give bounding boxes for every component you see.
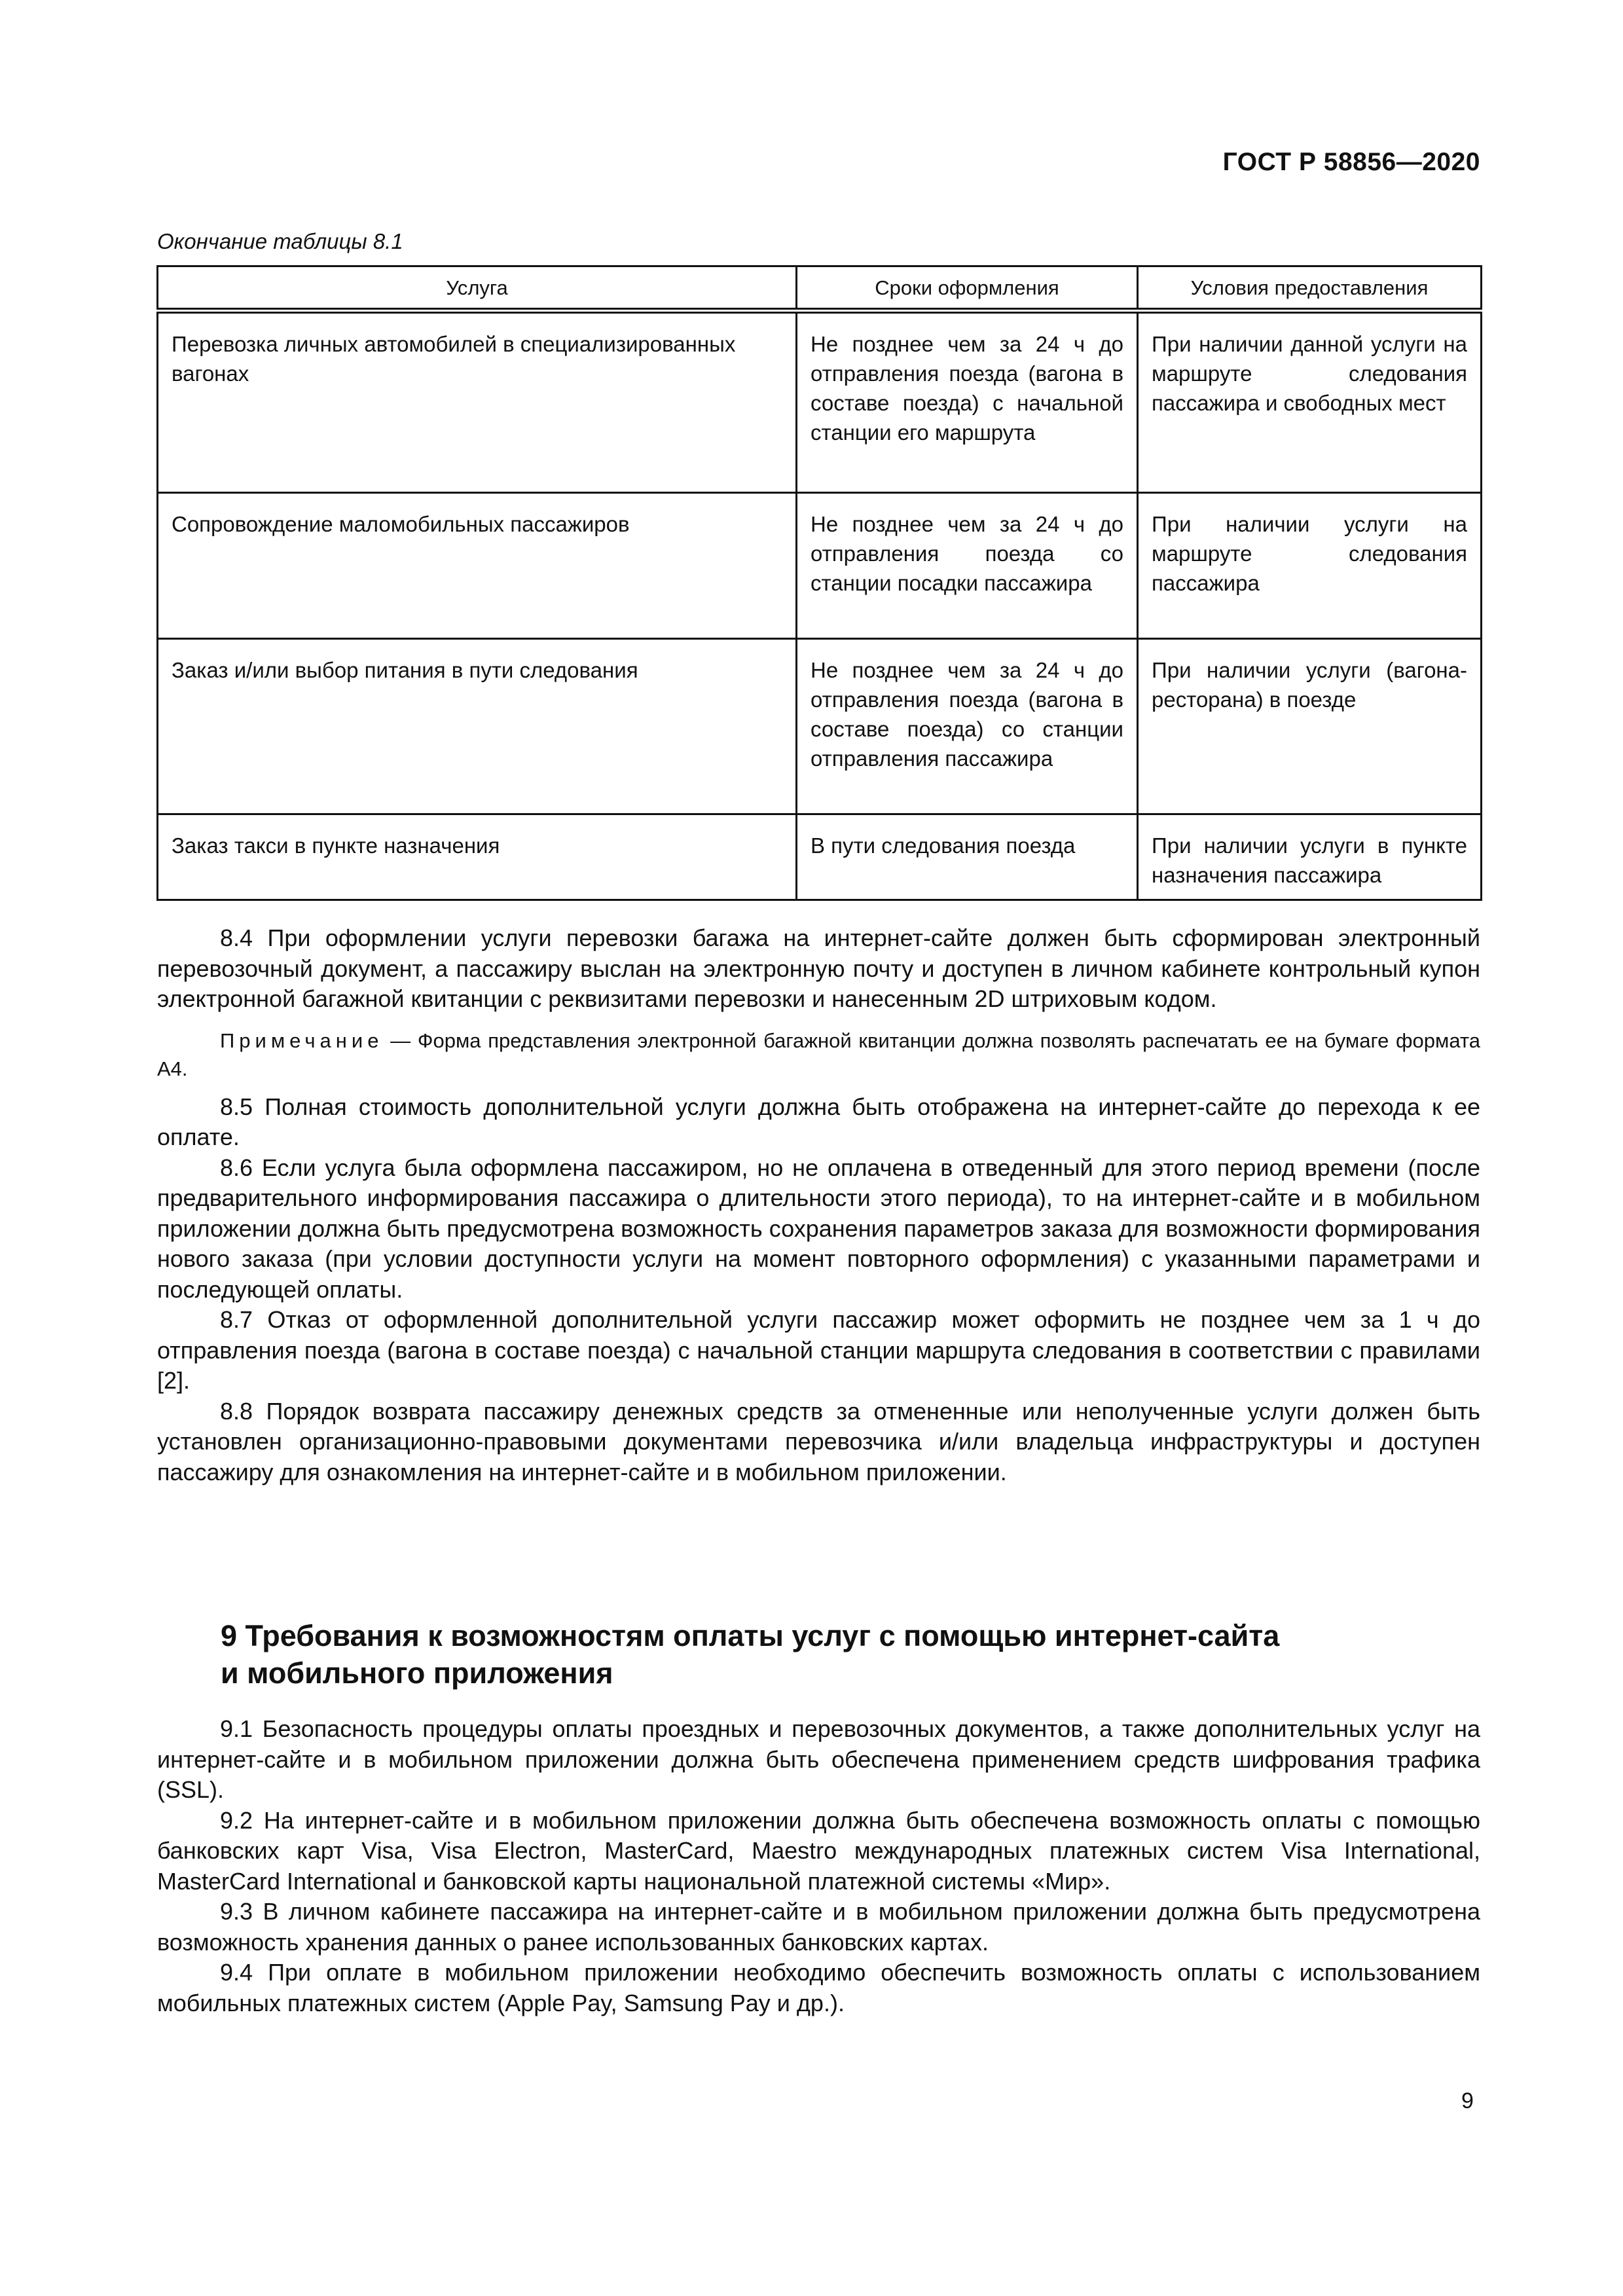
paragraph-8-6: 8.6 Если услуга была оформлена пассажиром, но не оплачена в отведенный для этого период времени (после предварительного информирования пассажира о длительности этого периода), то на интернет-сайте и в мобильном приложении должна быть предусмотрена возможность сохранения параметров заказа для возможности формирования нового заказа (при условии доступности услуги на момент повторного оформления) с указанными параметрами и последующей оплаты. [157, 1154, 1480, 1303]
cell-deadline: Не позднее чем за 24 ч до отправления поезда со станции посадки пассажира [797, 493, 1138, 639]
note-text: — Форма представления электронной багажной квитанции должна позволять распечатать ее на бумаге формата А4. [157, 1029, 1480, 1080]
note [157, 1027, 1480, 1083]
cell-deadline: В пути следования поезда [797, 814, 1138, 900]
column-header-deadline: Сроки оформления [797, 266, 1138, 311]
table-row [158, 814, 1482, 900]
table-row [158, 493, 1482, 639]
table-row [158, 639, 1482, 814]
paragraph-9-3: 9.3 В личном кабинете пассажира на интернет-сайте и в мобильном приложении должна быть предусмотрена возможность хранения данных о ранее использованных банковских картах. [157, 1898, 1480, 1956]
paragraph-8-7: 8.7 Отказ от оформленной дополнительной услуги пассажир может оформить не позднее чем за 1 ч до отправления поезда (вагона в составе поезда) с начальной станции маршрута следования в соответствии с правилами [2]. [157, 1306, 1480, 1394]
cell-service: Перевозка личных автомобилей в специализированных вагонах [158, 311, 797, 493]
section-9-text [157, 1714, 1480, 2018]
document-id: ГОСТ Р 58856—2020 [1222, 148, 1480, 176]
paragraph-8-5: 8.5 Полная стоимость дополнительной услуги должна быть отображена на интернет-сайте до перехода к ее оплате. [157, 1093, 1480, 1150]
section-9-heading [221, 1617, 1465, 1692]
column-header-conditions: Условия предоставления [1138, 266, 1482, 311]
paragraph-9-1: 9.1 Безопасность процедуры оплаты проездных и перевозочных документов, а также дополнительных услуг на интернет-сайте и в мобильном приложении должна быть обеспечена применением средств шифрования трафика (SSL). [157, 1715, 1480, 1803]
note-label: Примечание [220, 1029, 384, 1052]
cell-deadline: Не позднее чем за 24 ч до отправления поезда (вагона в составе поезда) с начальной станции его маршрута [797, 311, 1138, 493]
cell-deadline: Не позднее чем за 24 ч до отправления поезда (вагона в составе поезда) со станции отправления пассажира [797, 639, 1138, 814]
paragraph-9-4: 9.4 При оплате в мобильном приложении необходимо обеспечить возможность оплаты с использованием мобильных платежных систем (Apple Pay, Samsung Pay и др.). [157, 1959, 1480, 2016]
cell-conditions: При наличии услуги (вагона-ресторана) в поезде [1138, 639, 1482, 814]
cell-service: Заказ такси в пункте назначения [158, 814, 797, 900]
paragraph-9-2: 9.2 На интернет-сайте и в мобильном приложении должна быть обеспечена возможность оплаты с помощью банковских карт Visa, Visa Electron, MasterCard, Maestro международных платежных систем Visa International, MasterCard International и банковской карты национальной платежной системы «Мир». [157, 1806, 1480, 1895]
page-number: 9 [1461, 2088, 1474, 2113]
heading-line-2: и мобильного приложения [221, 1656, 613, 1690]
heading-line-1: 9 Требования к возможностям оплаты услуг с помощью интернет-сайта [221, 1619, 1280, 1652]
table-row [158, 311, 1482, 493]
table-caption: Окончание таблицы 8.1 [157, 229, 403, 253]
services-table [156, 265, 1482, 901]
table-header-row [158, 266, 1482, 311]
paragraph-8-8: 8.8 Порядок возврата пассажиру денежных средств за отмененные или неполученные услуги должен быть установлен организационно-правовыми документами перевозчика и/или владельца инфраструктуры и доступен пассажиру для ознакомления на интернет-сайте и в мобильном приложении. [157, 1397, 1480, 1485]
cell-conditions: При наличии услуги на маршруте следования пассажира [1138, 493, 1482, 639]
cell-conditions: При наличии услуги в пункте назначения пассажира [1138, 814, 1482, 900]
column-header-service: Услуга [158, 266, 797, 311]
section-8-text [157, 923, 1480, 1487]
cell-service: Сопровождение маломобильных пассажиров [158, 493, 797, 639]
paragraph-8-4: 8.4 При оформлении услуги перевозки багажа на интернет-сайте должен быть сформирован электронный перевозочный документ, а пассажиру выслан на электронную почту и доступен в личном кабинете контрольный купон электронной багажной квитанции с реквизитами перевозки и нанесенным 2D штриховым кодом. [157, 924, 1480, 1012]
cell-service: Заказ и/или выбор питания в пути следования [158, 639, 797, 814]
cell-conditions: При наличии данной услуги на маршруте следования пассажира и свободных мест [1138, 311, 1482, 493]
